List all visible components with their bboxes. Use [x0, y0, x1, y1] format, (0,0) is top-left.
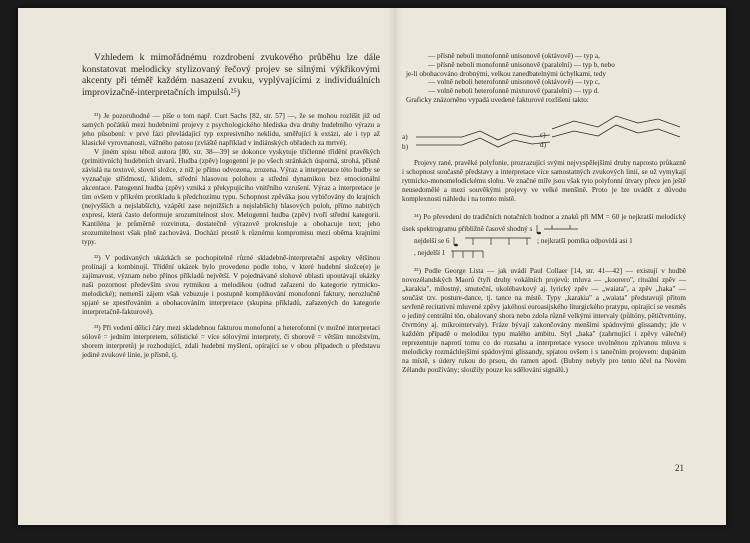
book-gutter — [388, 8, 402, 525]
note-figure-1 — [534, 223, 580, 235]
lead-paragraph: Vzhledem k mimořádnému rozdrobení zvukového průběhu lze dále konstatovat melodicky stylizovaný řečový projev se silnými výkřikovými akcenty při téměř každém nasazení zvuku, vyplývajícími z individuálních improvizačně-interpretačních impulsů.²⁵) — [82, 52, 380, 98]
footnote-24-part-c: ; nejkratší pomlka odpovídá asi 1 — [537, 237, 633, 246]
left-page — [82, 52, 380, 367]
footnote-22 — [82, 254, 380, 317]
polyphony-text: Projevy rané, pravěké polyfonie, prozrazující svými nejvyspělejšími druhy naprosto průkazně i schopnost současně představy a interpretace více samostatných zvukových linií, se už vymykají rytmicko-monomelodickému slohu. Ve značné míře jsou však tyto polyfonní útvary přece jen ještě neusedomělé a mezi souvěkými projevy ve velké menšině. Proto je lze uvádět z důvodu komplexnosti náhledu i na tomto místě. — [402, 158, 686, 203]
footnote-21 — [82, 112, 380, 247]
footnote-24 — [402, 211, 686, 260]
footnote-22-text: ²²) V podávaných ukázkách se pochopitelně různé skladebně-interpretační aspekty většinou prolínají a kombinují. Třídění ukázek bylo provedeno podle toho, v které hudební složce(e) je zajímavost, význam nebo přínos příkladů největší. V pojednávané slohové oblasti upoutávají ukázky naši pozornost především svou rytmikou a melodikou (odtud zařazení do kategorie rytmicko-melodické); nemenší zájem však vzbuzuje i postupně komplikování monofonní faktury, nerozlučně spjaté se zpestřováním a obohacováním interpretace (skupina příkladů, zařazených do kategorie interpretačně-fakturové). — [82, 254, 380, 317]
line-c — [552, 116, 680, 129]
graph-label-b: b) — [402, 142, 408, 151]
line-b — [416, 138, 550, 147]
list-item: — přísně neboli monofonně unisonově (paralelní) — typ b, nebo — [428, 60, 615, 69]
footnote-21-paragraph-1: ²¹) Je pozoruhodné — píše o tom např. Curt Sachs [82, str. 57] —, že se mohou rozlišit již od samých počátků mezi hudebními projevy z psychologického hlediska dva druhy hudebního výrazu a jeho působení: v prvé fázi převládající typ expresivního neklidu, směřující k extázi, ale i typ až klasické vyrovnanosti, vážného patosu (zvláště například v indiánských obřadech za mrtvé). — [82, 112, 380, 148]
footnote-23 — [82, 324, 380, 360]
page-number: 21 — [675, 463, 684, 473]
footnote-21-paragraph-2: V jiném spisu téhož autora [80, str. 38—39] se dokonce vyskytuje třičlenné třídění pravěkých (primitivních) hudebních útvarů. Hudba (zpěv) logogenní je po všech stránkách úsporná, strohá, přísně závislá na textové, slovní složce, z níž je přímo odvozena, zrozena. Výraz a interpretace této hudby se vyznačuje střídmostí, klidem, střední hlasovou polohou a střední dynamikou bez emocionální akcentace. Patogenní hudba (zpěv) vzniká z překypujícího vnitřního vzrušení. Výraz a interpretace je tím ovšem v příkrém protikladu k předchozímu typu. Schopnost zpěváka jsou vybičovány do krajních (nejvyšších a nejslabších), vzápětí zase nejnižších a nejslabších) hlasových poloh, přímo nabitých expresí, která často deformuje srozumitelnost slov. Melogenní hudba (zpěv) tvoří střední kategorii. Kantiléna je průměrně rozvinuta, dostatečně výrazově prokresluje a obohacuje text; jeho srozumitelnost však plně zachovává. Dochází prostě k různému kompromisu mezi oběma krajními typy. — [82, 148, 380, 247]
polyphony-paragraph — [402, 159, 686, 204]
book-spread — [18, 8, 726, 525]
list-item: — přísně neboli monofonně unisonově (oktávově) — typ a, — [428, 52, 600, 60]
list-item: — volně neboli heterofonně unisonově (oktávově) — typ c, — [428, 78, 600, 87]
line-d — [552, 125, 680, 137]
right-page — [402, 52, 686, 382]
line-a — [416, 131, 550, 140]
graph-label-c: c) — [540, 130, 546, 139]
list-item: Graficky znázorněno vypadá uvedené fakturové rozlišení takto: — [406, 95, 589, 104]
list-item: — volně neboli heterofonně mixturově (paralelní) — typ d. — [428, 87, 600, 96]
footnote-24-part-a: ²⁴) Po převedení do tradičních notačních hodnot a znaků při MM = 60 je nejkratší melodický úsek spektrogramu přibližně časově shodný s — [402, 212, 686, 233]
graph-label-a: a) — [402, 132, 408, 141]
graph-label-d: d) — [540, 140, 546, 149]
footnote-25-text: ²⁵) Podle George Lista — jak uvádí Paul Collaer [14, str. 41—42] — existují v hudbě novozélandských Maorů čtyři druhy vokálních projevů: mluva — „koorero", rituální zpěv — „karakia", milostný, smuteční, ukolébavkový aj. lyrický zpěv — „waiata", a zpěv „haka" — součást tzv. posture-dance, tj. tance na místě. Typy „karakia" a „waiata" představují přitom sevřeně recitativní mluvené zpěvy jakéhosi euroasijského liturgického pratypu, opírající se vesměs o jediný centrální tón, obalovaný shora nebo zdola různě velkými intervaly (půltóny, pětičtvrttóny, čtvrttóny aj. mikrointervaly). Fráze bývají zakončovány menšími spádovými glissandy; jde v každém případě o melodiku typu malého ambitu. Styl „haka" (zahrnující i zpěvy válečné) reprezentuje naproti tomu co do rozsahu a interpretace vysoce uvolněnou zpívanou mluvu s melodicky rozmáchlejšími spádovými glissandy, spjatou ovšem i s tanečním projevem: dupáním na místě, s údery rukou do prsou, do ramen apod. (Bubny nebyly pro tento účel na Novém Zélandu používány; sloužily pouze ku sdělování signálů.) — [402, 266, 686, 374]
facture-type-list — [402, 52, 686, 105]
footnote-23-text: ²³) Při vedení dělicí čáry mezi skladebnou fakturou monofonní a heterofonní (v možné interpretaci sólově = jedním interpretem, sólistické = více sólovými interprety, či sborově = větším množstvím, sborem interpretů) je rozhodující, zdali hudební myšlení, opírající se v obou případech o představu jediné zvukové linie, je přísně, tj. — [82, 324, 380, 360]
footnote-25 — [402, 267, 686, 375]
footnote-24-part-d: , nejdelší 1 — [414, 249, 446, 258]
footnote-24-part-b: nejdelší se 6 — [414, 237, 450, 246]
facture-diagram — [402, 107, 686, 155]
note-figure-2 — [451, 235, 535, 247]
note-figure-3 — [447, 248, 487, 260]
list-item: je-li obohacováno drobnými, velkou zanedbatelnými úchylkami, tedy — [406, 69, 606, 78]
